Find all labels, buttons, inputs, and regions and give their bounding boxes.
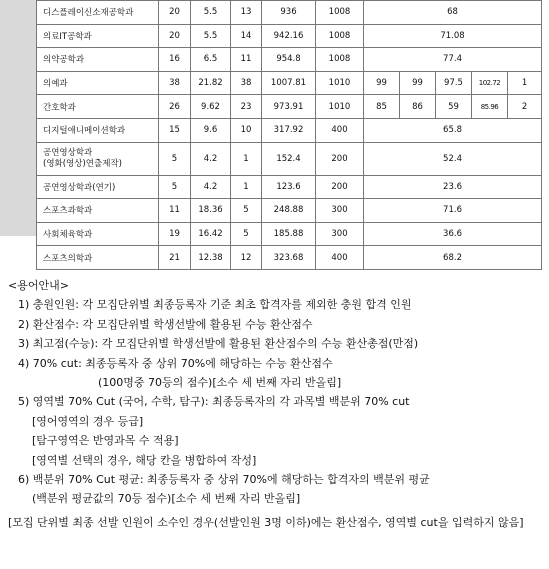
department-name: 스포츠의학과 bbox=[37, 246, 159, 270]
cell-c1: 20 bbox=[159, 1, 191, 25]
cell-c4: 973.91 bbox=[262, 95, 316, 119]
cell-c5: 1010 bbox=[316, 95, 364, 119]
cell-c1: 20 bbox=[159, 24, 191, 48]
cell-c1: 5 bbox=[159, 175, 191, 199]
cell-c2: 5.5 bbox=[191, 24, 231, 48]
note-5-merge: [영역별 선택의 경우, 해당 칸을 병합하여 작성] bbox=[32, 453, 257, 467]
notes-footer: [모집 단위별 최종 선발 인원이 소수인 경우(선발인원 3명 이하)에는 환산점수, 영역별 cut을 입력하지 않음] bbox=[8, 515, 524, 529]
cell-c5: 1008 bbox=[316, 48, 364, 72]
department-name: 의약공학과 bbox=[37, 48, 159, 72]
cell-c5: 200 bbox=[316, 142, 364, 175]
cell-c4: 123.6 bbox=[262, 175, 316, 199]
cell-c1: 11 bbox=[159, 199, 191, 223]
notes-heading: <용어안내> bbox=[8, 279, 69, 292]
cell-c1: 26 bbox=[159, 95, 191, 119]
cell-c4: 248.88 bbox=[262, 199, 316, 223]
department-name: 공연영상학과(연기) bbox=[37, 175, 159, 199]
department-name: 스포츠과학과 bbox=[37, 199, 159, 223]
cell-c3: 10 bbox=[231, 118, 262, 142]
subject-cut-cell: 2 bbox=[508, 95, 542, 119]
department-name: 사회체육학과 bbox=[37, 222, 159, 246]
subject-cut-cell: 59 bbox=[436, 95, 472, 119]
table-row bbox=[37, 175, 542, 199]
note-2: 2) 환산점수: 각 모집단위별 학생선발에 활용된 수능 환산점수 bbox=[18, 317, 313, 331]
merged-cut-cell: 71.08 bbox=[364, 24, 542, 48]
cell-c5: 1008 bbox=[316, 24, 364, 48]
cell-c2: 9.6 bbox=[191, 118, 231, 142]
merged-cut-cell: 23.6 bbox=[364, 175, 542, 199]
cell-c3: 13 bbox=[231, 1, 262, 25]
table-row bbox=[37, 199, 542, 223]
merged-cut-cell: 68 bbox=[364, 1, 542, 25]
cell-c3: 5 bbox=[231, 222, 262, 246]
cell-c3: 23 bbox=[231, 95, 262, 119]
cell-c1: 19 bbox=[159, 222, 191, 246]
subject-cut-cell: 86 bbox=[400, 95, 436, 119]
merged-cut-cell: 77.4 bbox=[364, 48, 542, 72]
cell-c5: 300 bbox=[316, 222, 364, 246]
merged-cut-cell: 65.8 bbox=[364, 118, 542, 142]
table-row bbox=[37, 24, 542, 48]
cell-c5: 400 bbox=[316, 246, 364, 270]
subject-cut-cell: 85.96 bbox=[472, 95, 508, 119]
note-1: 1) 충원인원: 각 모집단위별 최종등록자 기준 최초 합격자를 제외한 충원 합격 인원 bbox=[18, 298, 412, 312]
merged-cut-cell: 68.2 bbox=[364, 246, 542, 270]
cell-c2: 4.2 bbox=[191, 142, 231, 175]
cell-c2: 4.2 bbox=[191, 175, 231, 199]
note-5-english: [영어영역의 경우 등급] bbox=[32, 414, 144, 428]
note-5-inquiry: [탐구영역은 반영과목 수 적용] bbox=[32, 434, 179, 448]
cell-c1: 15 bbox=[159, 118, 191, 142]
subject-cut-cell: 99 bbox=[400, 71, 436, 95]
cell-c4: 942.16 bbox=[262, 24, 316, 48]
merged-cut-cell: 52.4 bbox=[364, 142, 542, 175]
subject-cut-cell: 97.5 bbox=[436, 71, 472, 95]
subject-cut-cell: 99 bbox=[364, 71, 400, 95]
cell-c5: 1008 bbox=[316, 1, 364, 25]
cell-c3: 5 bbox=[231, 199, 262, 223]
cell-c4: 1007.81 bbox=[262, 71, 316, 95]
cell-c4: 152.4 bbox=[262, 142, 316, 175]
subject-cut-cell: 102.72 bbox=[472, 71, 508, 95]
table-row bbox=[37, 246, 542, 270]
cell-c1: 38 bbox=[159, 71, 191, 95]
results-table bbox=[36, 0, 542, 270]
table-row bbox=[37, 95, 542, 119]
cell-c4: 317.92 bbox=[262, 118, 316, 142]
cell-c3: 14 bbox=[231, 24, 262, 48]
results-table-area bbox=[0, 0, 549, 264]
department-name: 디스플레이신소재공학과 bbox=[37, 1, 159, 25]
merged-cut-cell: 36.6 bbox=[364, 222, 542, 246]
department-name: 디지털애니메이션학과 bbox=[37, 118, 159, 142]
cell-c5: 1010 bbox=[316, 71, 364, 95]
cell-c1: 5 bbox=[159, 142, 191, 175]
cell-c2: 16.42 bbox=[191, 222, 231, 246]
merged-cut-cell: 71.6 bbox=[364, 199, 542, 223]
table-row bbox=[37, 142, 542, 175]
note-3: 3) 최고점(수능): 각 모집단위별 학생선발에 활용된 환산점수의 수능 환산총점(만점) bbox=[18, 337, 419, 351]
table-row bbox=[37, 71, 542, 95]
subject-cut-cell: 1 bbox=[508, 71, 542, 95]
cell-c2: 9.62 bbox=[191, 95, 231, 119]
department-name: 의료IT공학과 bbox=[37, 24, 159, 48]
cell-c4: 323.68 bbox=[262, 246, 316, 270]
cell-c2: 12.38 bbox=[191, 246, 231, 270]
cell-c3: 11 bbox=[231, 48, 262, 72]
term-notes bbox=[8, 276, 546, 532]
cell-c5: 200 bbox=[316, 175, 364, 199]
cell-c5: 400 bbox=[316, 118, 364, 142]
cell-c3: 38 bbox=[231, 71, 262, 95]
note-4: 4) 70% cut: 최종등록자 중 상위 70%에 해당하는 수능 환산점수 bbox=[18, 356, 333, 370]
cell-c2: 5.5 bbox=[191, 1, 231, 25]
cell-c3: 1 bbox=[231, 142, 262, 175]
cell-c4: 185.88 bbox=[262, 222, 316, 246]
cell-c1: 21 bbox=[159, 246, 191, 270]
cell-c3: 12 bbox=[231, 246, 262, 270]
cell-c3: 1 bbox=[231, 175, 262, 199]
cell-c4: 954.8 bbox=[262, 48, 316, 72]
table-row bbox=[37, 1, 542, 25]
table-left-band bbox=[0, 0, 37, 236]
subject-cut-cell: 85 bbox=[364, 95, 400, 119]
department-name-line: (영화(영상)연출제작) bbox=[43, 158, 122, 169]
cell-c2: 6.5 bbox=[191, 48, 231, 72]
cell-c2: 21.82 bbox=[191, 71, 231, 95]
cell-c2: 18.36 bbox=[191, 199, 231, 223]
table-row bbox=[37, 118, 542, 142]
cell-c1: 16 bbox=[159, 48, 191, 72]
department-name: 의예과 bbox=[37, 71, 159, 95]
department-name: 간호학과 bbox=[37, 95, 159, 119]
cell-c5: 300 bbox=[316, 199, 364, 223]
note-4-detail: (100명중 70등의 점수)[소수 세 번째 자리 반올림] bbox=[98, 376, 342, 390]
note-5: 5) 영역별 70% Cut (국어, 수학, 탐구): 최종등록자의 각 과목별 백분위 70% cut bbox=[18, 395, 410, 409]
table-row bbox=[37, 222, 542, 246]
table-row bbox=[37, 48, 542, 72]
note-6-detail: (백분위 평균값의 70등 점수)[소수 세 번째 자리 반올림] bbox=[32, 492, 301, 506]
department-name bbox=[37, 142, 159, 175]
note-6: 6) 백분위 70% Cut 평균: 최종등록자 중 상위 70%에 해당하는 합격자의 백분위 평균 bbox=[18, 473, 430, 487]
department-name-line: 공연영상학과 bbox=[43, 147, 93, 158]
cell-c4: 936 bbox=[262, 1, 316, 25]
